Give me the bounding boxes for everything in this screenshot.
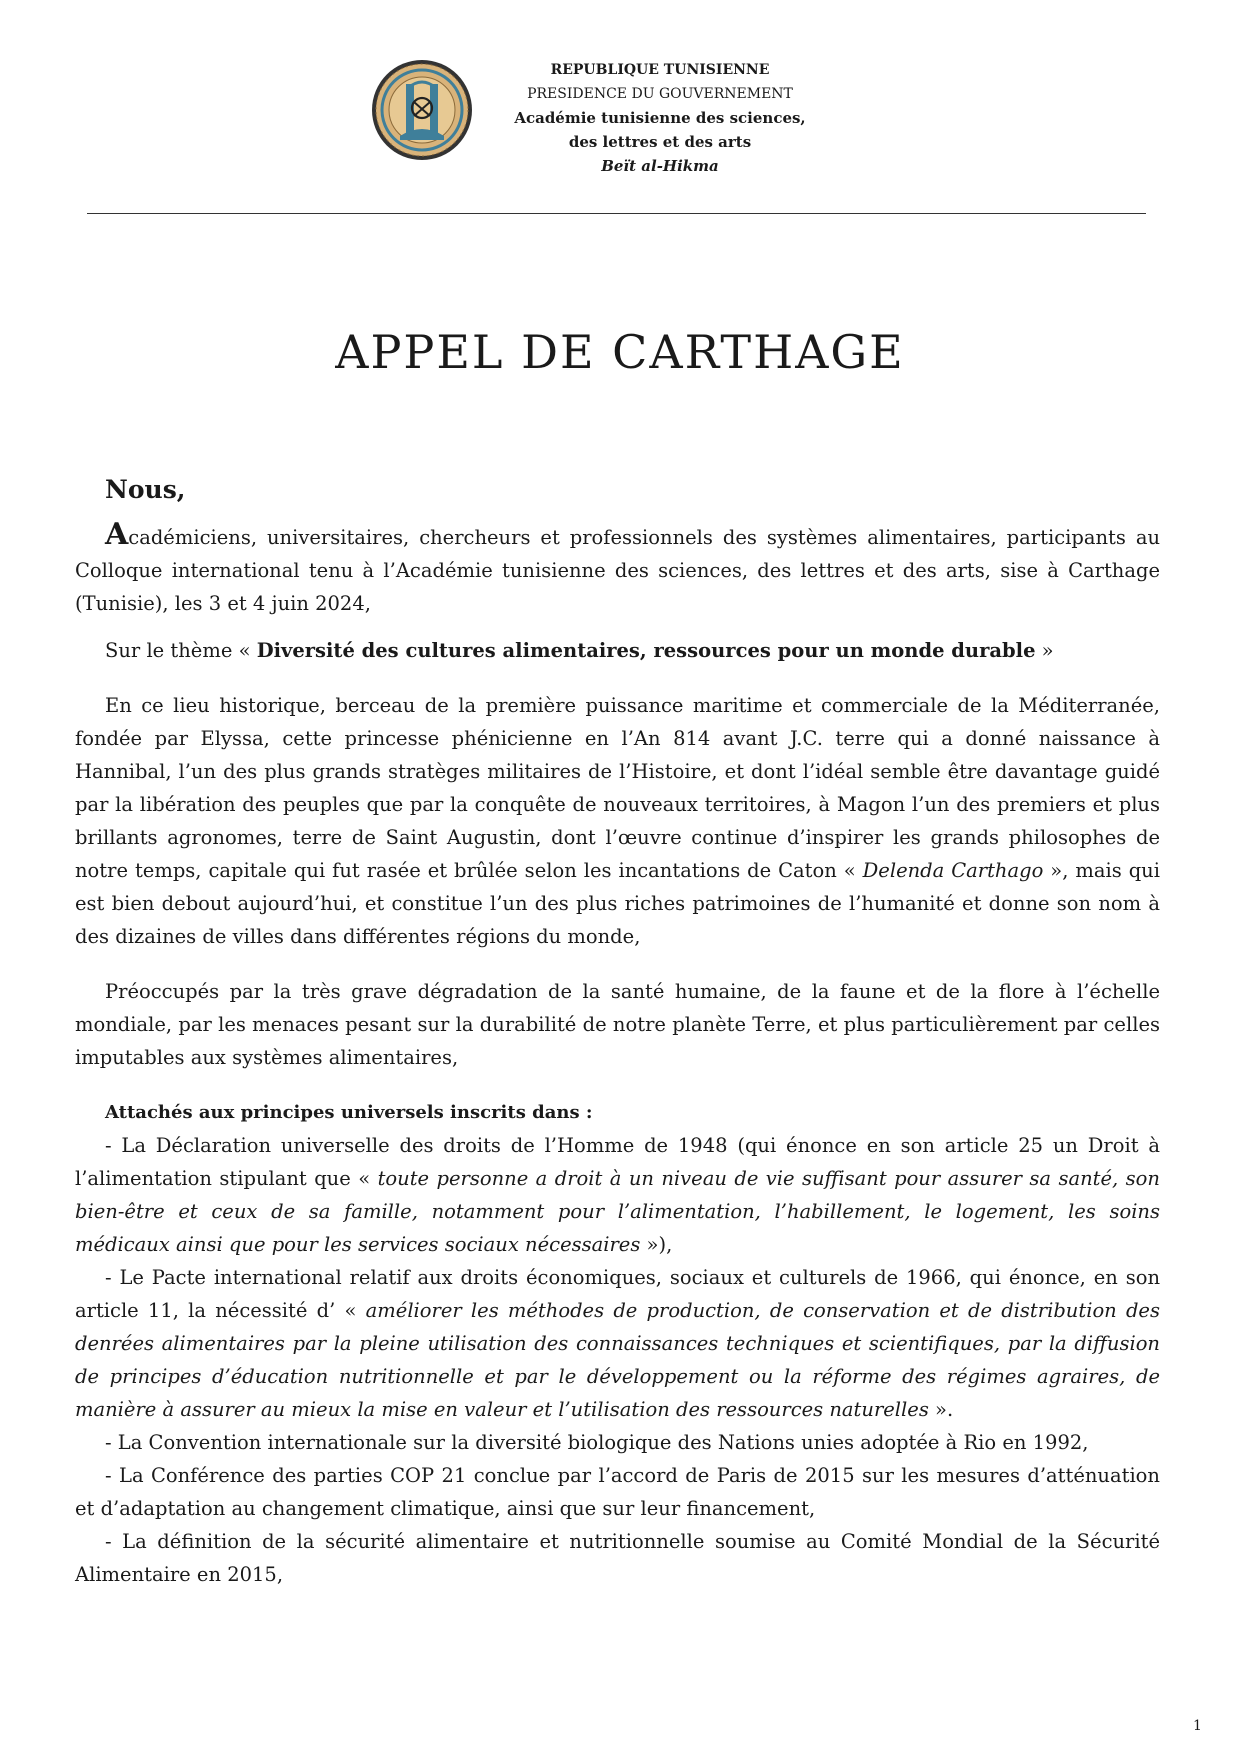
item-2-end: ». — [928, 1398, 954, 1421]
academy-seal-icon — [370, 58, 474, 162]
paragraph-1 — [75, 518, 1160, 620]
page-number: 1 — [1193, 1718, 1202, 1734]
item-1-end: »), — [640, 1233, 673, 1256]
item-2-text: - Le Pacte international relatif aux droits économiques, sociaux et culturels de 1966, qui énonce, en son article 11, la nécessité d’ « — [75, 1266, 1160, 1322]
letterhead-institution-1: Académie tunisienne des sciences, — [514, 109, 806, 127]
document-title: APPEL DE CARTHAGE — [335, 325, 905, 379]
principle-item-1 — [75, 1129, 1160, 1261]
paragraph-concerns: Préoccupés par la très grave dégradation de la santé humaine, de la faune et de la flore à l’échelle mondiale, par les menaces pesant sur la durabilité de notre planète Terre, et plus particulièrement par celles imputables aux systèmes alimentaires, — [75, 980, 1160, 1069]
item-1-text: - La Déclaration universelle des droits de l’Homme de 1948 (qui énonce en son article 25 un Droit à l’alimentation stipulant que « — [75, 1134, 1160, 1190]
item-2-quote: améliorer les méthodes de production, de conservation et de distribution des denrées alimentaires par la pleine utilisation des connaissances techniques et scientifiques, par la diffusion de principes d’éducation nutritionnelle et par le développement ou la réforme des régimes agraires, de manière à assurer au mieux la mise en valeur et l’utilisation des ressources naturelles — [75, 1299, 1160, 1421]
principle-item-2 — [75, 1261, 1160, 1426]
history-text-1: En ce lieu historique, berceau de la première puissance maritime et commerciale de la Méditerranée, fondée par Elyssa, cette princesse phénicienne en l’An 814 avant J.C. terre qui a donné naissance à Hannibal, l’un des plus grands stratèges militaires de l’Histoire, et dont l’idéal semble être davantage guidé par la libération des peuples que par la conquête de nouveaux territoires, à Magon l’un des premiers et plus brillants agronomes, terre de Saint Augustin, dont l’œuvre continue d’inspirer les grands philosophes de notre temps, capitale qui fut rasée et brûlée selon les incantations de Caton « — [75, 694, 1160, 882]
letterhead — [500, 58, 820, 178]
header-divider — [87, 213, 1146, 214]
paragraph-1-text: cadémiciens, universitaires, chercheurs et professionnels des systèmes alimentaires, participants au Colloque international tenu à l’Académie tunisienne des sciences, des lettres et des arts, sise à Carthage (Tunisie), les 3 et 4 juin 2024, — [75, 526, 1160, 615]
principles-heading: Attachés aux principes universels inscrits dans : — [105, 1102, 593, 1123]
history-quote: Delenda Carthago — [862, 859, 1044, 882]
principle-item-5: - La définition de la sécurité alimentaire et nutritionnelle soumise au Comité Mondial de la Sécurité Alimentaire en 2015, — [75, 1530, 1160, 1586]
letterhead-institution-2: des lettres et des arts — [568, 133, 752, 151]
theme-suffix: » — [1035, 639, 1054, 662]
salutation: Nous, — [105, 475, 186, 504]
theme-prefix: Sur le thème « — [105, 639, 257, 662]
drop-cap: A — [105, 517, 129, 552]
principle-item-4: - La Conférence des parties COP 21 conclue par l’accord de Paris de 2015 sur les mesures d’atténuation et d’adaptation au changement climatique, ainsi que sur leur financement, — [75, 1464, 1160, 1520]
letterhead-ministry: PRESIDENCE DU GOUVERNEMENT — [527, 86, 793, 102]
theme-title: Diversité des cultures alimentaires, ressources pour un monde durable — [256, 639, 1036, 662]
history-text-2: », mais qui est bien debout aujourd’hui, et constitue l’un des plus riches patrimoines de l’humanité et donne son nom à des dizaines de villes dans différentes régions du monde, — [75, 859, 1160, 948]
document-body — [75, 470, 1160, 1591]
letterhead-institution-name: Beït al-Hikma — [601, 157, 719, 175]
paragraph-history — [75, 689, 1160, 953]
paragraph-theme — [75, 634, 1160, 667]
letterhead-country: REPUBLIQUE TUNISIENNE — [550, 62, 770, 78]
principle-item-3: - La Convention internationale sur la diversité biologique des Nations unies adoptée à Rio en 1992, — [105, 1431, 1089, 1454]
item-1-quote: toute personne a droit à un niveau de vie suffisant pour assurer sa santé, son bien-être et ceux de sa famille, notamment pour l’alimentation, l’habillement, le logement, les soins médicaux ainsi que pour les services sociaux nécessaires — [75, 1167, 1160, 1256]
